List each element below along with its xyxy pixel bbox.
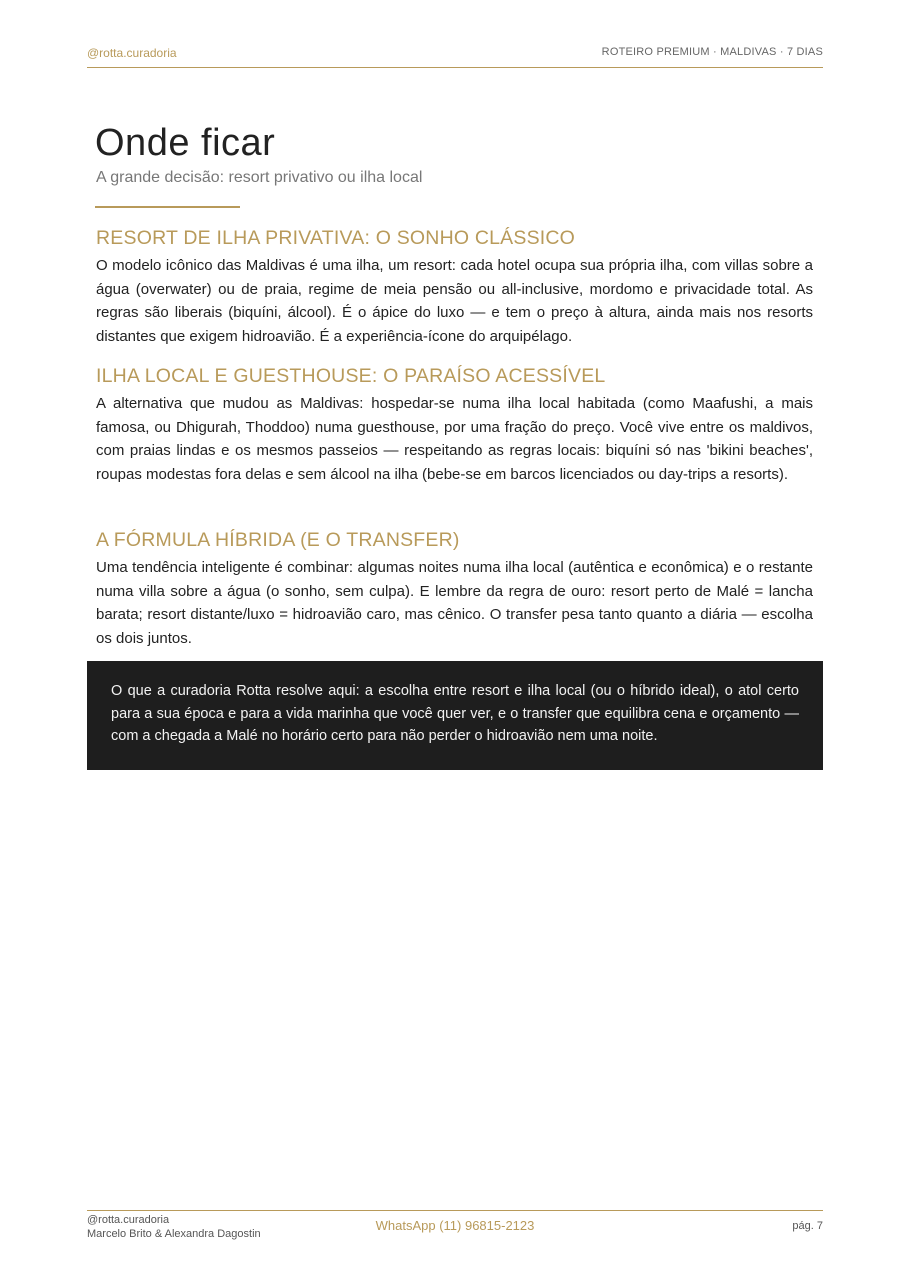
section-local-island-guesthouse	[96, 364, 813, 487]
footer-authors: Marcelo Brito & Alexandra Dagostin	[87, 1228, 261, 1240]
page-subtitle: A grande decisão: resort privativo ou ilha local	[96, 169, 423, 186]
section-heading: ILHA LOCAL E GUESTHOUSE: O PARAÍSO ACESSÍVEL	[96, 365, 606, 387]
section-body: O modelo icônico das Maldivas é uma ilha, um resort: cada hotel ocupa sua própria ilha, com villas sobre a água (overwater) ou de praia, regime de meia pensão ou all-inclusive, mordomo e privacidade total. As regras são liberais (biquíni, álcool). É o ápice do luxo — e tem o preço à altura, ainda mais nos resorts distantes que exigem hidroavião. É a experiência-ícone do arquipélago.	[96, 257, 813, 346]
title-divider	[95, 206, 240, 208]
page-title: Onde ficar	[95, 122, 276, 164]
section-private-island-resort	[96, 226, 813, 349]
section-heading: RESORT DE ILHA PRIVATIVA: O SONHO CLÁSSICO	[96, 227, 576, 249]
section-heading: A FÓRMULA HÍBRIDA (E O TRANSFER)	[96, 529, 460, 551]
curation-callout-box	[87, 661, 823, 770]
header-brand: @rotta.curadoria	[87, 46, 177, 60]
page-number: pág. 7	[792, 1220, 823, 1232]
section-body: Uma tendência inteligente é combinar: algumas noites numa ilha local (autêntica e econômica) e o restante numa villa sobre a água (o sonho, sem culpa). E lembre da regra de ouro: resort perto de Malé = lancha barata; resort distante/luxo = hidroavião caro, mas cênico. O transfer pesa tanto quanto a diária — escolha os dois juntos.	[96, 559, 813, 648]
section-hybrid-formula	[96, 528, 813, 651]
page-footer	[87, 1210, 823, 1251]
section-body: A alternativa que mudou as Maldivas: hospedar-se numa ilha local habitada (como Maafushi, a mais famosa, ou Dhigurah, Thoddoo) numa guesthouse, por uma fração do preço. Você vive entre os maldivos, com praias lindas e os mesmos passeios — respeitando as regras locais: biquíni só nas 'bikini beaches', roupas modestas fora delas e sem álcool na ilha (bebe-se em barcos licenciados ou day-trips a resorts).	[96, 395, 813, 484]
footer-brand: @rotta.curadoria	[87, 1214, 170, 1226]
footer-whatsapp-contact[interactable]: WhatsApp (11) 96815-2123	[375, 1218, 535, 1233]
callout-text: O que a curadoria Rotta resolve aqui: a escolha entre resort e ilha local (ou o híbrido ideal), o atol certo para a sua época e para a vida marinha que você quer ver, e o transfer que equilibra cena e orçamento — com a chegada a Malé no horário certo para não perder o hidroavião nem uma noite.	[111, 683, 799, 744]
header-document-label: ROTEIRO PREMIUM · MALDIVAS · 7 DIAS	[601, 46, 823, 58]
page-header	[87, 46, 823, 68]
